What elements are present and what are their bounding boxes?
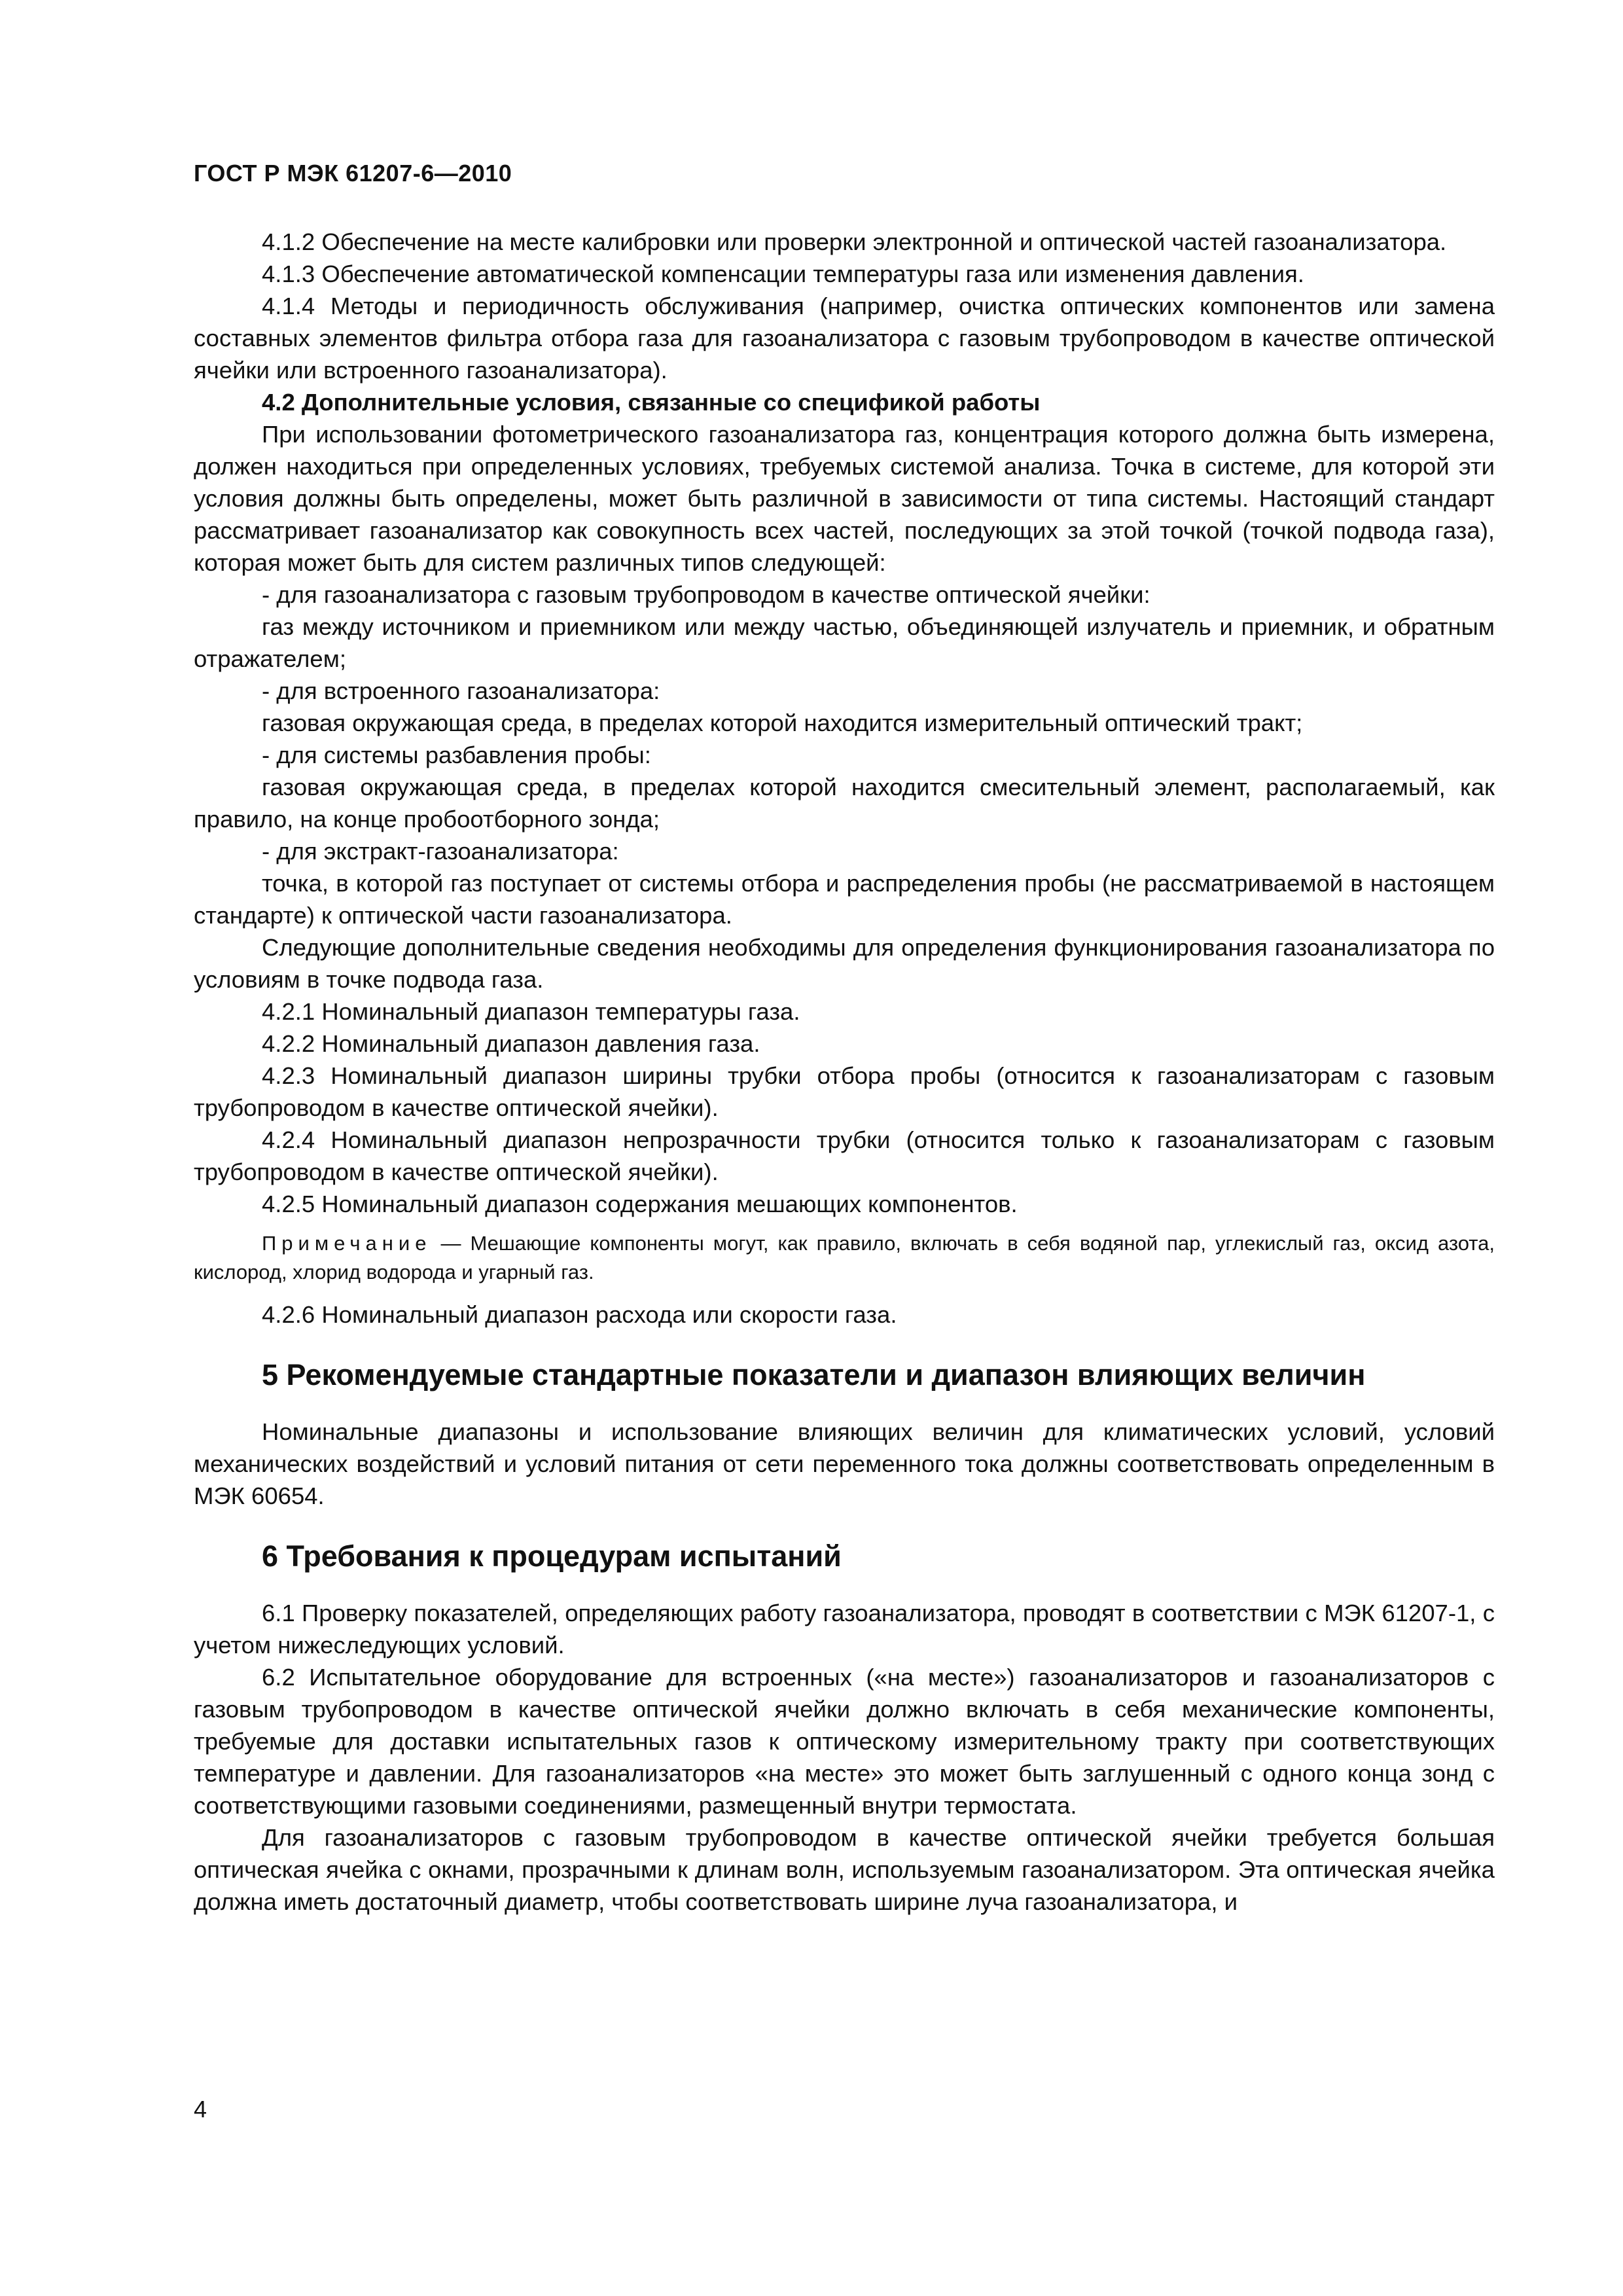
list-item-text: точка, в которой газ поступает от системы отбора и распределения пробы (не рассматриваемой в настоящем стандарте) к оптической части газоанализатора. (194, 870, 1495, 929)
list-item-dash: - для экстракт-газоанализатора: (262, 838, 619, 865)
note-label: Примечание (262, 1232, 432, 1255)
clause-6-2: 6.2 Испытательное оборудование для встроенных («на месте») газоанализаторов и газоанализаторов с газовым трубопроводом в качестве оптической ячейки должно включать в себя механические компоненты, требуемые для доставки испытательных газов к оптическому измерительному тракту при соответствующих температуре и давлении. Для газоанализаторов «на месте» это может быть заглушенный с одного конца зонд с соответствующими газовыми соединениями, размещенный внутри термостата. (194, 1664, 1495, 1819)
clause-4-2-1: 4.2.1 Номинальный диапазон температуры газа. (262, 998, 800, 1025)
clause-4-1-4: 4.1.4 Методы и периодичность обслуживания (например, очистка оптических компонентов или замена составных элементов фильтра отбора газа для газоанализатора с газовым трубопроводом в качестве оптической ячейки или встроенного газоанализатора). (194, 293, 1495, 384)
section-6-paragraph: Для газоанализаторов с газовым трубопроводом в качестве оптической ячейки требуется большая оптическая ячейка с окнами, прозрачными к длинам волн, используемым газоанализатором. Эта оптическая ячейка должна иметь достаточный диаметр, чтобы соответствовать ширине луча газоанализатора, и (194, 1824, 1495, 1915)
list-item-text: газовая окружающая среда, в пределах которой находится измерительный оптический тракт; (262, 709, 1303, 736)
section-5-title: 5 Рекомендуемые стандартные показатели и диапазон влияющих величин (262, 1358, 1366, 1391)
list-item-text: газ между источником и приемником или между частью, объединяющей излучатель и приемник, и обратным отражателем; (194, 613, 1495, 672)
subsection-4-2-followup: Следующие дополнительные сведения необходимы для определения функционирования газоанализатора по условиям в точке подвода газа. (194, 934, 1495, 993)
note (194, 1229, 1495, 1287)
clause-4-1-3: 4.1.3 Обеспечение автоматической компенсации температуры газа или изменения давления. (262, 260, 1304, 287)
subsection-4-2-title: 4.2 Дополнительные условия, связанные со спецификой работы (262, 389, 1041, 416)
note-text: — Мешающие компоненты могут, как правило, включать в себя водяной пар, углекислый газ, оксид азота, кислород, хлорид водорода и угарный газ. (194, 1232, 1495, 1283)
document-header: ГОСТ Р МЭК 61207-6—2010 (194, 160, 512, 187)
subsection-4-2-intro: При использовании фотометрического газоанализатора газ, концентрация которого должна быть измерена, должен находиться при определенных условиях, требуемых системой анализа. Точка в системе, для которой эти условия должны быть определены, может быть различной в зависимости от типа системы. Настоящий стандарт рассматривает газоанализатор как совокупность всех частей, последующих за этой точкой (точкой подвода газа), которая может быть для систем различных типов следующей: (194, 421, 1495, 576)
clause-4-2-2: 4.2.2 Номинальный диапазон давления газа. (262, 1030, 760, 1057)
clause-4-1-2: 4.1.2 Обеспечение на месте калибровки или проверки электронной и оптической частей газоанализатора. (262, 228, 1447, 255)
section-6-title: 6 Требования к процедурам испытаний (262, 1539, 842, 1573)
list-item-text: газовая окружающая среда, в пределах которой находится смесительный элемент, располагаемый, как правило, на конце пробоотборного зонда; (194, 774, 1495, 833)
clause-6-1: 6.1 Проверку показателей, определяющих работу газоанализатора, проводят в соответствии с МЭК 61207-1, с учетом нижеследующих условий. (194, 1600, 1495, 1659)
clause-4-2-5: 4.2.5 Номинальный диапазон содержания мешающих компонентов. (262, 1191, 1018, 1217)
clause-4-2-4: 4.2.4 Номинальный диапазон непрозрачности трубки (относится только к газоанализаторам с газовым трубопроводом в качестве оптической ячейки). (194, 1126, 1495, 1185)
document-page (194, 157, 1495, 1918)
list-item-dash: - для газоанализатора с газовым трубопроводом в качестве оптической ячейки: (262, 581, 1150, 608)
section-5-text: Номинальные диапазоны и использование влияющих величин для климатических условий, условий механических воздействий и условий питания от сети переменного тока должны соответствовать определенным в МЭК 60654. (194, 1418, 1495, 1509)
page-number: 4 (194, 2096, 207, 2123)
list-item-dash: - для системы разбавления пробы: (262, 742, 651, 768)
list-item-dash: - для встроенного газоанализатора: (262, 677, 660, 704)
clause-4-2-3: 4.2.3 Номинальный диапазон ширины трубки отбора пробы (относится к газоанализаторам с газовым трубопроводом в качестве оптической ячейки). (194, 1062, 1495, 1121)
clause-4-2-6: 4.2.6 Номинальный диапазон расхода или скорости газа. (262, 1301, 897, 1328)
